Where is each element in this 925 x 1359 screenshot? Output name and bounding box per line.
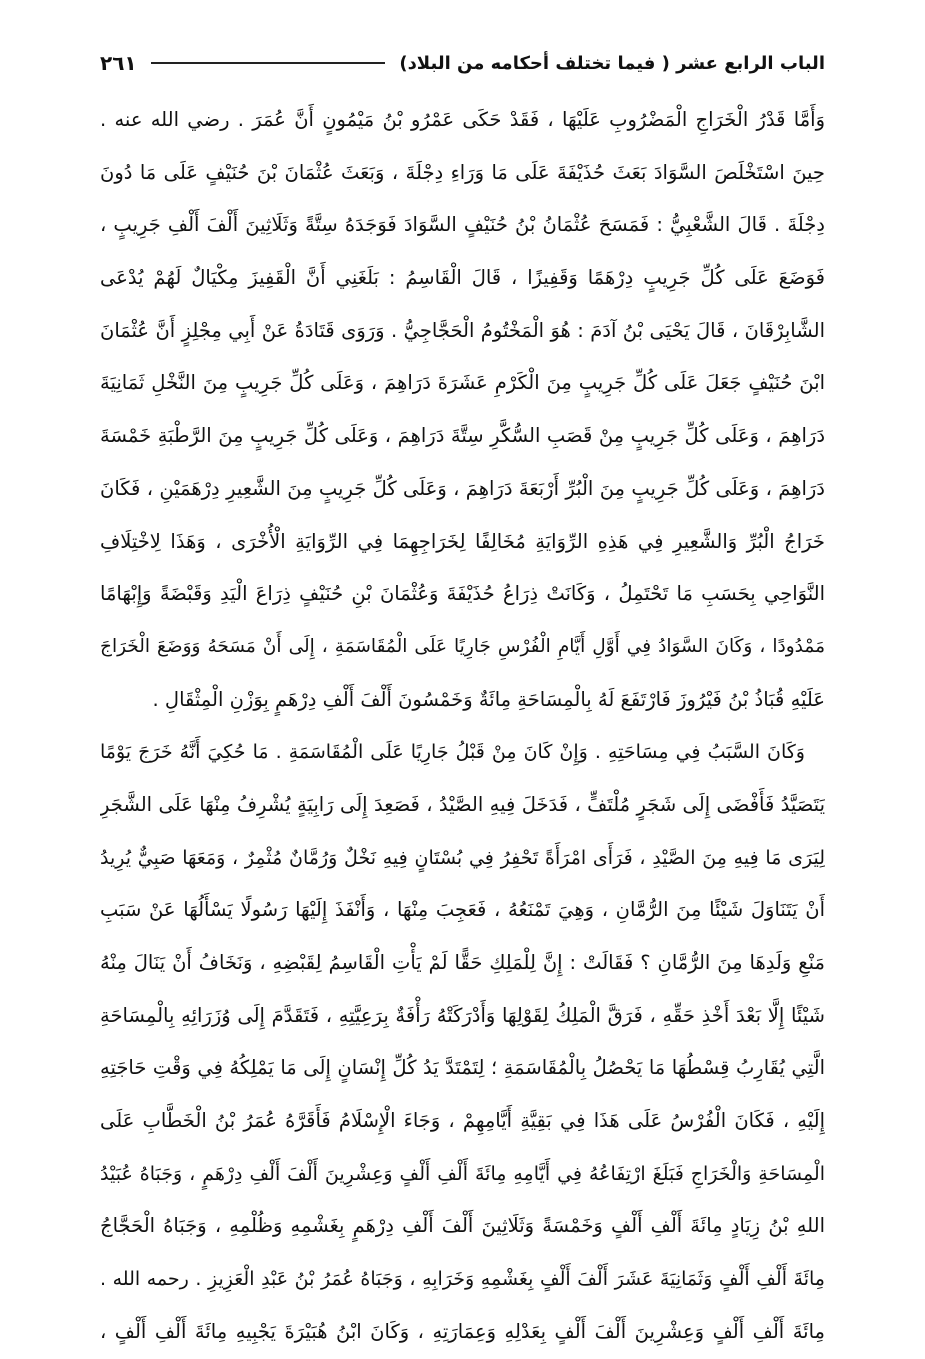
text-line: فَوَضَعَ عَلَى كُلِّ جَرِيبٍ دِرْهَمًا وَقَفِيزًا ، قَالَ الْقَاسِمُ : بَلَغَنِي أَنَّ الْقَفِيزَ مِكْيَالٌ لَهُمْ يُدْعَى	[100, 266, 825, 290]
text-line: إِلَيْهِ ، فَكَانَ الْفُرْسُ عَلَى هَذَا فِي بَقِيَّةِ أَيَّامِهِمْ ، وَجَاءَ الْإِسْلَامُ فَأَقَرَّهُ عُمَرُ بْنُ الْخَطَّابِ عَلَى	[100, 1109, 825, 1133]
text-line: شَيْئًا إِلَّا بَعْدَ أَخْذِ حَقِّهِ ، فَرَقَّ الْمَلِكُ لِقَوْلِهَا وَأَدْرَكَتْهُ رَأْفَةٌ بِرَعِيَّتِهِ ، فَتَقَدَّمَ إِلَى وُزَرَائِهِ بِالْمِسَاحَةِ	[100, 1003, 825, 1027]
paragraph-2	[100, 726, 825, 1358]
text-line: دَرَاهِمَ ، وَعَلَى كُلِّ جَرِيبٍ مِنْ قَصَبِ السُّكَّرِ سِتَّةَ دَرَاهِمَ ، وَعَلَى كُلِّ جَرِيبٍ مِنَ الرَّطْبَةِ خَمْسَةَ	[100, 424, 825, 448]
text-line: يَتَصَيَّدُ فَأَفْضَى إِلَى شَجَرٍ مُلْتَفٍّ ، فَدَخَلَ فِيهِ الصَّيْدُ ، فَصَعِدَ إِلَى رَابِيَةٍ يُشْرِفُ مِنْهَا عَلَى الشَّجَرِ	[100, 792, 825, 816]
text-line: الْمِسَاحَةِ وَالْخَرَاجِ فَبَلَغَ ارْتِفَاعُهُ فِي أَيَّامِهِ مِائَةَ أَلْفِ أَلْفٍ وَعِشْرِينَ أَلْفَ أَلْفِ دِرْهَمٍ ، وَجَبَاهُ عُبَيْدُ	[100, 1162, 825, 1185]
header-rule	[151, 62, 386, 64]
text-line: الَّتِي يُقَارِبُ قِسْطُهَا مَا يَحْصُلُ بِالْمُقَاسَمَةِ ؛ لِتَمْتَدَّ يَدُ كُلِّ إِنْسَانٍ إِلَى مَا يَمْلِكُهُ فِي وَقْتِ حَاجَتِهِ	[100, 1056, 825, 1080]
text-line: أَنْ يَتَنَاوَلَ شَيْئًا مِنَ الرُّمَّانِ ، وَهِيَ تَمْنَعُهُ ، فَعَجِبَ مِنْهَا ، وَأَنْفَذَ إِلَيْهَا رَسُولًا يَسْأَلُهَا عَنْ سَبَبِ	[100, 898, 825, 922]
text-line: النَّوَاحِي بِحَسَبِ مَا تَحْتَمِلُ ، وَكَانَتْ ذِرَاعُ حُذَيْفَةَ وَعُثْمَانَ بْنِ حُنَيْفٍ ذِرَاعَ الْيَدِ وَقَبْضَةً وَإِبْهَامًا	[100, 582, 825, 606]
text-line: مِائَةَ أَلْفِ أَلْفٍ وَعِشْرِينَ أَلْفَ أَلْفٍ بِعَدْلِهِ وَعِمَارَتِهِ ، وَكَانَ ابْنُ هُبَيْرَةَ يَجْبِيهِ مِائَةَ أَلْفِ أَلْفٍ ،	[100, 1319, 825, 1343]
text-line: دِجْلَةَ . قَالَ الشَّعْبِيُّ : فَمَسَحَ عُثْمَانُ بْنُ حُنَيْفٍ السَّوَادَ فَوَجَدَهُ سِتَّةً وَثَلَاثِينَ أَلْفَ أَلْفِ جَرِيبٍ ،	[100, 213, 825, 237]
text-line: ابْنَ حُنَيْفٍ جَعَلَ عَلَى كُلِّ جَرِيبٍ مِنَ الْكَرْمِ عَشَرَةَ دَرَاهِمَ ، وَعَلَى كُلِّ جَرِيبٍ مِنَ النَّخْلِ ثَمَانِيَةَ	[100, 371, 825, 395]
text-line: مَنْعِ وَلَدِهَا مِنَ الرُّمَّانِ ؟ فَقَالَتْ : إِنَّ لِلْمَلِكِ حَقًّا لَمْ يَأْتِ الْقَاسِمُ لِقَبْضِهِ ، وَنَخَافُ أَنْ يَنَالَ مِنْهُ	[100, 951, 825, 974]
text-line: حِينَ اسْتَخْلَصَ السَّوَادَ بَعَثَ حُذَيْفَةَ عَلَى مَا وَرَاءِ دِجْلَةَ ، وَبَعَثَ عُثْمَانَ بْنَ حُنَيْفٍ عَلَى مَا دُونَ	[100, 160, 825, 184]
text-line: مِائَةَ أَلْفِ أَلْفٍ وَثَمَانِيَةَ عَشَرَ أَلْفَ أَلْفٍ بِغَشْمِهِ وَخَرَابِهِ ، وَجَبَاهُ عُمَرُ بْنُ عَبْدِ الْعَزِيزِ . رحمه الله .	[100, 1268, 825, 1291]
page-number: ٢٦١	[100, 51, 137, 75]
running-header	[100, 46, 825, 80]
chapter-title: الباب الرابع عشر ( فيما تختلف أحكامه من البلاد)	[399, 52, 825, 74]
text-line: وَكَانَ السَّبَبُ فِي مِسَاحَتِهِ . وَإِنْ كَانَ مِنْ قَبْلُ جَارِيًا عَلَى الْمُقَاسَمَةِ . مَا حُكِيَ أَنَّهُ خَرَجَ يَوْمًا	[100, 741, 805, 764]
body-text	[100, 94, 825, 1359]
text-line: لِيَرَى مَا فِيهِ مِنَ الصَّيْدِ ، فَرَأَى امْرَأَةً تَحْفِرُ فِي بُسْتَانٍ فِيهِ نَخْلٌ وَرُمَّانٌ مُثْمِرٌ ، وَمَعَهَا صَبِيٌّ يُرِيدُ	[100, 846, 825, 869]
text-line: مَمْدُودًا ، وَكَانَ السَّوَادُ فِي أَوَّلِ أَيَّامِ الْفُرْسِ جَارِيًا عَلَى الْمُقَاسَمَةِ ، إِلَى أَنْ مَسَحَهُ وَوَضَعَ الْخَرَاجَ	[100, 635, 825, 657]
text-line: دَرَاهِمَ ، وَعَلَى كُلِّ جَرِيبٍ مِنَ الْبُرِّ أَرْبَعَةَ دَرَاهِمَ ، وَعَلَى كُلِّ جَرِيبٍ مِنَ الشَّعِيرِ دِرْهَمَيْنِ ، فَكَانَ	[100, 476, 825, 500]
paragraph-1	[100, 94, 825, 726]
text-line: الشَّابِرْقَانَ ، قَالَ يَحْيَى بْنُ آدَمَ : هُوَ الْمَخْتُومُ الْحَجَّاجِيُّ . وَرَوَى قَتَادَةُ عَنْ أَبِي مِجْلِزٍ أَنَّ عُثْمَانَ	[100, 318, 825, 342]
text-line: وَأَمَّا قَدْرُ الْخَرَاجِ الْمَضْرُوبِ عَلَيْهَا ، فَقَدْ حَكَى عَمْرُو بْنُ مَيْمُونٍ أَنَّ عُمَرَ . رضي الله عنه .	[100, 108, 825, 131]
text-line: اللهِ بْنُ زِيَادٍ مِائَةَ أَلْفِ أَلْفٍ وَخَمْسَةً وَثَلَاثِينَ أَلْفَ أَلْفِ دِرْهَمٍ بِغَشْمِهِ وَظُلْمِهِ ، وَجَبَاهُ الْحَجَّاجُ	[100, 1214, 825, 1238]
text-line: خَرَاجُ الْبُرِّ وَالشَّعِيرِ فِي هَذِهِ الرِّوَايَةِ مُخَالِفًا لِخَرَاجِهِمَا فِي الرِّوَايَةِ الْأُخْرَى ، وَهَذَا لِاخْتِلَافِ	[100, 529, 825, 553]
text-line: عَلَيْهِ قُبَاذُ بْنُ فَيْرُوزَ فَارْتَفَعَ لَهُ بِالْمِسَاحَةِ مِائَةٌ وَخَمْسُونَ أَلْفَ أَلْفِ دِرْهَمٍ بِوَزْنِ الْمِثْقَالِ .	[152, 687, 825, 711]
